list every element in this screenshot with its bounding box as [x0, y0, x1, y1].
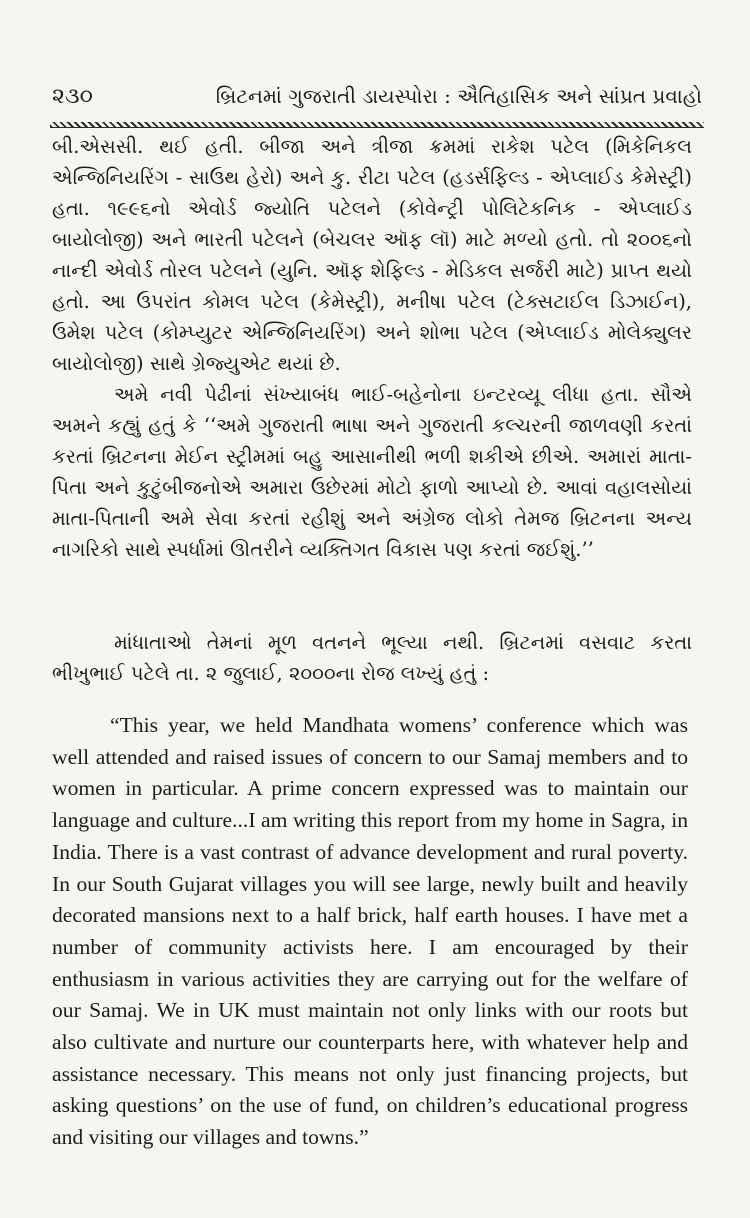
running-head: બ્રિટનમાં ગુજરાતી ડાયસ્પોરા : ઐતિહાસિક અને સાંપ્રત પ્રવાહો [215, 84, 702, 108]
page-header [52, 80, 702, 116]
page-number: ૨૩૦ [52, 84, 93, 109]
paragraph-3: માંધાતાઓ તેમનાં મૂળ વતનને ભૂલ્યા નથી. બ્રિટનમાં વસવાટ કરતા ભીખુભાઈ પટેલે તા. ૨ જુલાઈ, ૨૦૦૦ના રોજ લખ્યું હતું : [52, 631, 692, 685]
english-quote-block [52, 710, 688, 1154]
header-rule [50, 122, 704, 128]
paragraph-1-block [52, 131, 692, 379]
paragraph-2-block [52, 379, 692, 565]
paragraph-2: અમે નવી પેઢીનાં સંખ્યાબંધ ભાઈ-બહેનોના ઇન્ટરવ્યૂ લીધા હતા. સૌએ અમને કહ્યું હતું કે ‘‘અમે ગુજરાતી ભાષા અને ગુજરાતી કલ્ચરની જાળવણી કરતાં કરતાં બ્રિટનના મેઈન સ્ટ્રીમમાં બહુ આસાનીથી ભળી શકીએ છીએ. અમારાં માતા-પિતા અને કુટુંબીજનોએ અમારા ઉછેરમાં મોટો ફાળો આપ્યો છે. આવાં વહાલસોયાં માતા-પિતાની અમે સેવા કરતાં રહીશું અને અંગ્રેજ લોકો તેમજ બ્રિટનના અન્ય નાગરિકો સાથે સ્પર્ધામાં ઊતરીને વ્યક્તિગત વિકાસ પણ કરતાં જઈશું.’’ [52, 383, 692, 561]
paragraph-3-block [52, 627, 692, 689]
paragraph-1: બી.એસસી. થઈ હતી. બીજા અને ત્રીજા ક્રમમાં રાકેશ પટેલ (મિકેનિકલ એન્જિનિયરિંગ - સાઉથ હેરો) અને કુ. રીટા પટેલ (હડર્સફિલ્ડ - એપ્લાઈડ કેમેસ્ટ્રી) હતા. ૧૯૯૬નો એવોર્ડ જ્યોતિ પટેલને (કોવેન્ટ્રી પોલિટેકનિક - એપ્લાઈડ બાયોલોજી) અને ભારતી પટેલને (બેચલર ઑફ લૉ) માટે મળ્યો હતો. તો ૨૦૦૬નો નાન્દી એવોર્ડ તોરલ પટેલને (યુનિ. ઑફ શેફિલ્ડ - મેડિકલ સર્જરી માટે) પ્રાપ્ત થયો હતો. આ ઉપરાંત કોમલ પટેલ (કેમેસ્ટ્રી), મનીષા પટેલ (ટેક્સટાઈલ ડિઝાઈન), ઉમેશ પટેલ (કોમ્પ્યુટર એન્જિનિયરિંગ) અને શોભા પટેલ (એપ્લાઈડ મોલેક્યુલર બાયોલોજી) સાથે ગ્રેજ્યુએટ થયાં છે. [52, 135, 692, 375]
english-quote: “This year, we held Mandhata womens’ conference which was well attended and raised issues of concern to our Samaj members and to women in particular. A prime concern expressed was to maintain our language and culture...I am writing this report from my home in Sagra, in India. There is a vast contrast of advance development and rural poverty. In our South Gujarat villages you will see large, newly built and heavily decorated mansions next to a half brick, half earth houses. I have met a number of community activists here. I am encouraged by their enthusiasm in various activities they are carrying out for the welfare of our Samaj. We in UK must maintain not only links with our roots but also cultivate and nurture our counterparts here, with whatever help and assistance necessary. This means not only just financing projects, but asking questions’ on the use of fund, on children’s educational progress and visiting our villages and towns.” [52, 713, 688, 1150]
